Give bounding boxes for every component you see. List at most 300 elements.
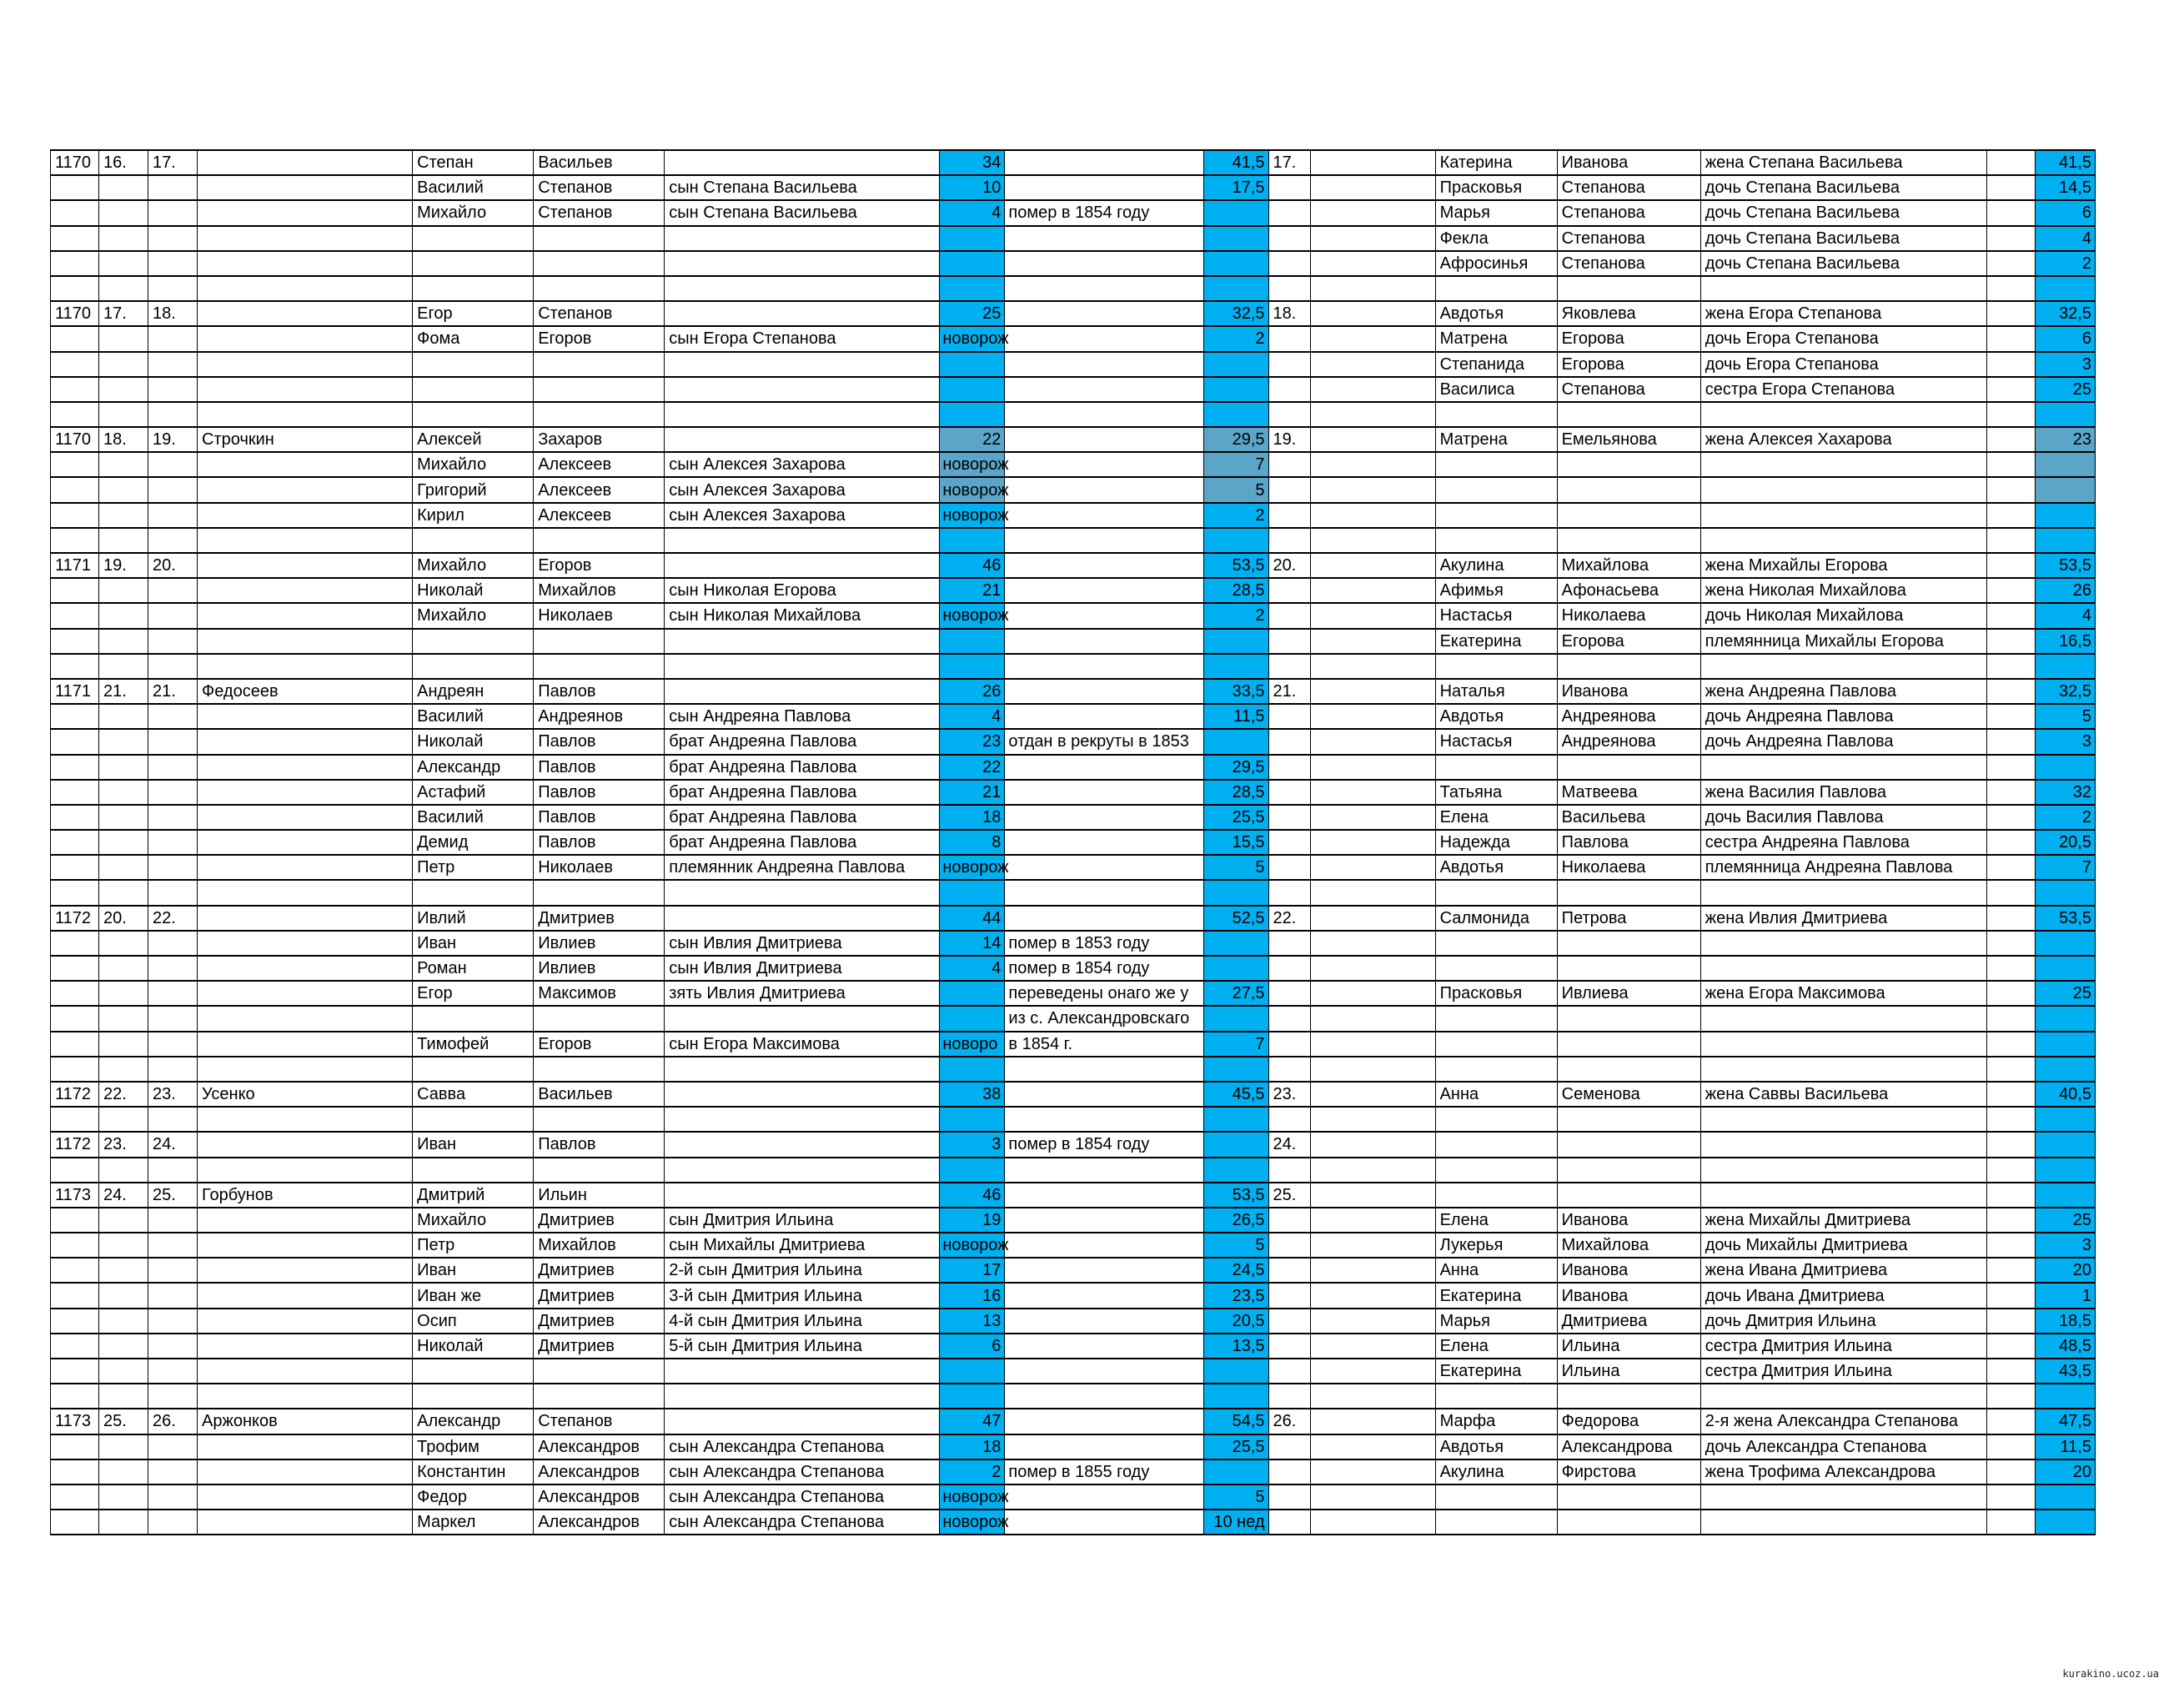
cell-male-relation: сын Алексея Захарова [665,477,940,502]
table-row [51,1485,2096,1510]
cell-house-no [51,200,99,225]
cell-rev-no-curr [148,1006,198,1031]
cell-female-patronymic [1557,931,1700,956]
cell-male-relation: сын Алексея Захарова [665,452,940,477]
cell-female-age-curr: 40,5 [2035,1082,2095,1107]
cell-male-patronymic: Дмитриев [534,1309,665,1334]
cell-male-age-prev [940,251,1005,276]
cell-house-no: 1173 [51,1409,99,1434]
cell-surname: Строчкин [198,427,413,452]
cell-female-relation: жена Саввы Васильева [1700,1082,1986,1107]
cell-house-no [51,175,99,200]
cell-male-age-curr: 10 нед [1203,1510,1268,1535]
cell-rev-no-curr [148,503,198,528]
cell-male-age-prev [940,1158,1005,1183]
cell-rev-no-prev [99,1057,148,1082]
cell-rev-no-prev [99,1459,148,1485]
cell-male-age-prev: 22 [940,755,1005,780]
cell-female-relation: жена Ивлия Дмитриева [1700,906,1986,931]
cell-female-surname [1310,427,1435,452]
cell-male-patronymic: Павлов [534,830,665,855]
cell-female-relation: жена Николая Михайлова [1700,578,1986,603]
cell-male-note [1005,150,1203,175]
cell-surname [198,226,413,251]
cell-male-age-prev: новорож [940,603,1005,628]
cell-house-no [51,931,99,956]
cell-surname [198,780,413,805]
cell-female-no [1268,755,1310,780]
cell-male-age-curr: 28,5 [1203,578,1268,603]
cell-male-age-prev: 22 [940,427,1005,452]
cell-male-note: из с. Александровскаго [1005,1006,1203,1031]
cell-rev-no-prev: 18. [99,427,148,452]
cell-male-patronymic: Алексеев [534,503,665,528]
cell-male-note [1005,553,1203,578]
cell-male-relation: сын Степана Васильева [665,200,940,225]
cell-female-name [1435,1107,1557,1132]
cell-rev-no-curr [148,1459,198,1485]
cell-female-age-curr [2035,1032,2095,1057]
cell-female-surname [1310,906,1435,931]
cell-female-age-prev [1986,301,2035,326]
cell-male-age-curr: 32,5 [1203,301,1268,326]
cell-rev-no-prev [99,729,148,754]
cell-male-age-curr: 25,5 [1203,805,1268,830]
cell-female-no: 26. [1268,1409,1310,1434]
cell-male-patronymic [534,1384,665,1409]
cell-female-patronymic: Степанова [1557,226,1700,251]
table-row [51,452,2096,477]
cell-male-note [1005,629,1203,654]
cell-female-surname [1310,1032,1435,1057]
cell-female-surname [1310,226,1435,251]
cell-male-age-prev: 26 [940,679,1005,704]
cell-female-no [1268,200,1310,225]
cell-female-age-prev [1986,477,2035,502]
cell-male-patronymic: Алексеев [534,477,665,502]
cell-male-name: Кирил [413,503,534,528]
cell-rev-no-prev [99,1434,148,1459]
cell-male-note [1005,1409,1203,1434]
cell-surname [198,553,413,578]
cell-house-no [51,1309,99,1334]
cell-rev-no-prev [99,855,148,880]
table-row [51,931,2096,956]
cell-male-name [413,402,534,427]
cell-female-no [1268,780,1310,805]
cell-rev-no-curr: 23. [148,1082,198,1107]
cell-surname: Аржонков [198,1409,413,1434]
cell-male-name: Василий [413,805,534,830]
table-row [51,427,2096,452]
cell-female-patronymic [1557,1057,1700,1082]
cell-house-no [51,855,99,880]
cell-male-name: Ивлий [413,906,534,931]
cell-female-name [1435,402,1557,427]
cell-female-patronymic [1557,1158,1700,1183]
cell-male-age-curr [1203,1132,1268,1157]
cell-rev-no-curr [148,452,198,477]
cell-male-patronymic [534,629,665,654]
cell-house-no [51,377,99,402]
cell-female-age-curr [2035,1107,2095,1132]
cell-female-age-prev [1986,603,2035,628]
cell-female-patronymic [1557,755,1700,780]
cell-male-patronymic [534,528,665,553]
cell-house-no [51,1258,99,1283]
cell-rev-no-prev [99,755,148,780]
cell-male-age-curr: 53,5 [1203,553,1268,578]
cell-female-age-prev [1986,578,2035,603]
cell-rev-no-prev [99,200,148,225]
cell-rev-no-prev [99,402,148,427]
cell-male-patronymic [534,880,665,905]
cell-female-age-prev [1986,352,2035,377]
cell-female-no [1268,1107,1310,1132]
table-row [51,805,2096,830]
cell-male-age-prev: новорож [940,452,1005,477]
cell-female-relation: сестра Егора Степанова [1700,377,1986,402]
cell-male-age-prev: 44 [940,906,1005,931]
cell-male-age-curr: 29,5 [1203,427,1268,452]
cell-surname [198,528,413,553]
cell-male-relation [665,301,940,326]
cell-female-no [1268,578,1310,603]
cell-rev-no-prev [99,352,148,377]
cell-male-relation: брат Андреяна Павлова [665,755,940,780]
cell-female-no [1268,276,1310,301]
cell-male-note: помер в 1854 году [1005,200,1203,225]
cell-female-surname [1310,377,1435,402]
cell-male-age-curr: 11,5 [1203,704,1268,729]
cell-male-note [1005,1107,1203,1132]
cell-male-note [1005,654,1203,679]
cell-female-relation: сестра Андреяна Павлова [1700,830,1986,855]
cell-female-name: Афросинья [1435,251,1557,276]
table-row [51,402,2096,427]
cell-male-age-curr [1203,377,1268,402]
cell-male-age-prev [940,981,1005,1006]
cell-female-age-prev [1986,1208,2035,1233]
table-row [51,352,2096,377]
cell-male-relation [665,226,940,251]
cell-male-patronymic: Павлов [534,679,665,704]
cell-surname [198,150,413,175]
cell-female-relation: дочь Василия Павлова [1700,805,1986,830]
cell-male-age-prev [940,1057,1005,1082]
table-row [51,150,2096,175]
cell-female-age-prev [1986,175,2035,200]
cell-female-age-prev [1986,1510,2035,1535]
cell-male-relation [665,427,940,452]
cell-male-name: Иван же [413,1283,534,1308]
cell-female-age-prev [1986,1334,2035,1359]
cell-rev-no-prev [99,830,148,855]
cell-male-patronymic [534,402,665,427]
cell-male-name [413,1006,534,1031]
cell-male-patronymic: Ильин [534,1183,665,1208]
cell-male-relation: сын Алексея Захарова [665,503,940,528]
cell-female-age-curr [2035,1485,2095,1510]
cell-male-patronymic [534,251,665,276]
cell-house-no [51,629,99,654]
cell-female-age-prev [1986,528,2035,553]
cell-female-relation [1700,931,1986,956]
cell-female-name: Елена [1435,1208,1557,1233]
cell-female-relation [1700,452,1986,477]
census-sheet [50,149,2096,1536]
cell-male-age-prev: 4 [940,704,1005,729]
cell-female-name [1435,880,1557,905]
cell-male-note [1005,1359,1203,1384]
cell-female-surname [1310,855,1435,880]
cell-male-name [413,1359,534,1384]
cell-female-name [1435,755,1557,780]
cell-house-no: 1172 [51,1132,99,1157]
cell-female-relation [1700,1132,1986,1157]
table-row [51,477,2096,502]
cell-rev-no-curr: 17. [148,150,198,175]
cell-rev-no-prev [99,175,148,200]
cell-female-no [1268,1283,1310,1308]
cell-female-surname [1310,603,1435,628]
cell-male-note [1005,704,1203,729]
cell-rev-no-prev [99,880,148,905]
cell-male-age-curr [1203,1158,1268,1183]
cell-male-note [1005,755,1203,780]
cell-female-patronymic [1557,956,1700,981]
cell-rev-no-prev [99,1334,148,1359]
cell-male-age-curr: 13,5 [1203,1334,1268,1359]
cell-male-age-curr [1203,629,1268,654]
cell-rev-no-curr [148,251,198,276]
cell-male-age-curr: 53,5 [1203,1183,1268,1208]
cell-rev-no-prev: 24. [99,1183,148,1208]
cell-house-no [51,1057,99,1082]
cell-female-surname [1310,553,1435,578]
cell-male-name: Михайло [413,553,534,578]
cell-male-name [413,1057,534,1082]
cell-female-relation: дочь Егора Степанова [1700,352,1986,377]
cell-female-patronymic: Иванова [1557,679,1700,704]
cell-female-age-curr [2035,477,2095,502]
cell-male-relation [665,1132,940,1157]
cell-surname: Горбунов [198,1183,413,1208]
cell-male-age-prev [940,352,1005,377]
cell-rev-no-prev [99,1359,148,1384]
cell-female-patronymic: Иванова [1557,1258,1700,1283]
cell-male-patronymic: Дмитриев [534,1283,665,1308]
cell-female-patronymic [1557,1510,1700,1535]
cell-female-relation [1700,1032,1986,1057]
cell-female-patronymic: Яковлева [1557,301,1700,326]
cell-surname [198,1107,413,1132]
cell-female-no [1268,704,1310,729]
cell-female-patronymic [1557,654,1700,679]
cell-male-name [413,226,534,251]
cell-female-no [1268,654,1310,679]
cell-male-age-curr [1203,226,1268,251]
cell-female-no: 25. [1268,1183,1310,1208]
cell-female-relation: племянница Михайлы Егорова [1700,629,1986,654]
cell-male-patronymic: Александров [534,1510,665,1535]
table-row [51,1359,2096,1384]
cell-male-relation: сын Егора Степанова [665,326,940,351]
cell-male-relation: сын Николая Михайлова [665,603,940,628]
cell-male-age-prev: новорож [940,855,1005,880]
cell-male-name [413,1107,534,1132]
cell-male-age-prev: 13 [940,1309,1005,1334]
cell-male-age-curr [1203,1107,1268,1132]
cell-house-no [51,1485,99,1510]
cell-male-age-prev: 6 [940,1334,1005,1359]
cell-rev-no-prev: 16. [99,150,148,175]
cell-male-name [413,377,534,402]
table-row [51,1459,2096,1485]
cell-female-age-prev [1986,880,2035,905]
cell-female-patronymic: Ильина [1557,1359,1700,1384]
cell-female-surname [1310,1510,1435,1535]
cell-male-name: Андреян [413,679,534,704]
watermark: kurakino.ucoz.ua [2062,1668,2159,1680]
table-row [51,301,2096,326]
cell-house-no [51,1334,99,1359]
cell-female-age-curr: 43,5 [2035,1359,2095,1384]
cell-house-no [51,830,99,855]
cell-male-name: Дмитрий [413,1183,534,1208]
cell-house-no [51,780,99,805]
table-row [51,1409,2096,1434]
cell-female-surname [1310,175,1435,200]
cell-female-name: Елена [1435,1334,1557,1359]
cell-male-patronymic [534,276,665,301]
cell-female-name: Прасковья [1435,175,1557,200]
cell-rev-no-curr [148,603,198,628]
cell-male-relation: сын Николая Егорова [665,578,940,603]
cell-surname [198,352,413,377]
cell-rev-no-prev: 23. [99,1132,148,1157]
cell-surname: Усенко [198,1082,413,1107]
cell-male-age-curr [1203,402,1268,427]
cell-rev-no-prev: 19. [99,553,148,578]
cell-female-no [1268,855,1310,880]
cell-female-surname [1310,1485,1435,1510]
cell-rev-no-prev [99,629,148,654]
cell-male-note [1005,452,1203,477]
cell-house-no [51,402,99,427]
cell-house-no [51,1006,99,1031]
cell-male-note [1005,503,1203,528]
cell-male-age-prev [940,402,1005,427]
cell-male-patronymic [534,1006,665,1031]
cell-house-no [51,1459,99,1485]
cell-female-relation: дочь Степана Васильева [1700,251,1986,276]
cell-female-name: Лукерья [1435,1233,1557,1258]
cell-male-name [413,251,534,276]
cell-female-relation [1700,528,1986,553]
cell-female-patronymic [1557,1132,1700,1157]
cell-house-no [51,352,99,377]
cell-male-patronymic: Александров [534,1485,665,1510]
cell-female-age-curr: 48,5 [2035,1334,2095,1359]
cell-house-no: 1172 [51,906,99,931]
table-row [51,1233,2096,1258]
cell-female-age-curr [2035,452,2095,477]
cell-male-name: Николай [413,578,534,603]
cell-rev-no-prev [99,1107,148,1132]
cell-male-age-curr: 2 [1203,326,1268,351]
cell-female-age-prev [1986,377,2035,402]
cell-house-no [51,1233,99,1258]
cell-female-no [1268,226,1310,251]
cell-house-no: 1171 [51,553,99,578]
cell-male-patronymic: Алексеев [534,452,665,477]
cell-male-age-curr [1203,200,1268,225]
cell-female-age-curr: 16,5 [2035,629,2095,654]
cell-surname [198,704,413,729]
cell-male-age-curr [1203,1057,1268,1082]
cell-male-note [1005,1158,1203,1183]
cell-female-age-curr: 53,5 [2035,906,2095,931]
cell-male-note [1005,1208,1203,1233]
cell-rev-no-prev [99,1258,148,1283]
cell-male-name: Петр [413,1233,534,1258]
cell-female-age-prev [1986,1006,2035,1031]
cell-female-patronymic: Павлова [1557,830,1700,855]
cell-male-age-prev: новорож [940,1510,1005,1535]
cell-female-patronymic: Афонасьева [1557,578,1700,603]
cell-female-relation [1700,1107,1986,1132]
cell-female-age-prev [1986,654,2035,679]
cell-male-age-prev: 23 [940,729,1005,754]
cell-male-age-prev: 3 [940,1132,1005,1157]
cell-female-relation [1700,1384,1986,1409]
cell-female-patronymic: Семенова [1557,1082,1700,1107]
cell-female-relation: дочь Дмитрия Ильина [1700,1309,1986,1334]
cell-female-name: Акулина [1435,1459,1557,1485]
cell-female-no [1268,326,1310,351]
cell-female-age-prev [1986,981,2035,1006]
cell-female-age-prev [1986,1485,2035,1510]
cell-female-patronymic: Андреянова [1557,729,1700,754]
cell-female-patronymic: Петрова [1557,906,1700,931]
cell-female-name [1435,1510,1557,1535]
cell-female-age-prev [1986,679,2035,704]
cell-male-age-curr: 24,5 [1203,1258,1268,1283]
cell-rev-no-prev [99,805,148,830]
cell-house-no [51,755,99,780]
cell-house-no: 1172 [51,1082,99,1107]
table-row [51,276,2096,301]
cell-female-patronymic [1557,1485,1700,1510]
cell-female-relation: дочь Степана Васильева [1700,226,1986,251]
cell-male-age-curr: 27,5 [1203,981,1268,1006]
cell-male-age-curr: 2 [1203,603,1268,628]
cell-male-relation: сын Михайлы Дмитриева [665,1233,940,1258]
cell-male-note [1005,830,1203,855]
cell-male-age-curr: 52,5 [1203,906,1268,931]
cell-female-no [1268,1309,1310,1334]
cell-male-patronymic [534,377,665,402]
cell-rev-no-curr [148,1334,198,1359]
cell-surname [198,1334,413,1359]
table-row [51,175,2096,200]
cell-male-relation: сын Александра Степанова [665,1459,940,1485]
cell-male-age-prev [940,629,1005,654]
cell-house-no: 1173 [51,1183,99,1208]
cell-female-name: Прасковья [1435,981,1557,1006]
cell-male-name: Александр [413,1409,534,1434]
